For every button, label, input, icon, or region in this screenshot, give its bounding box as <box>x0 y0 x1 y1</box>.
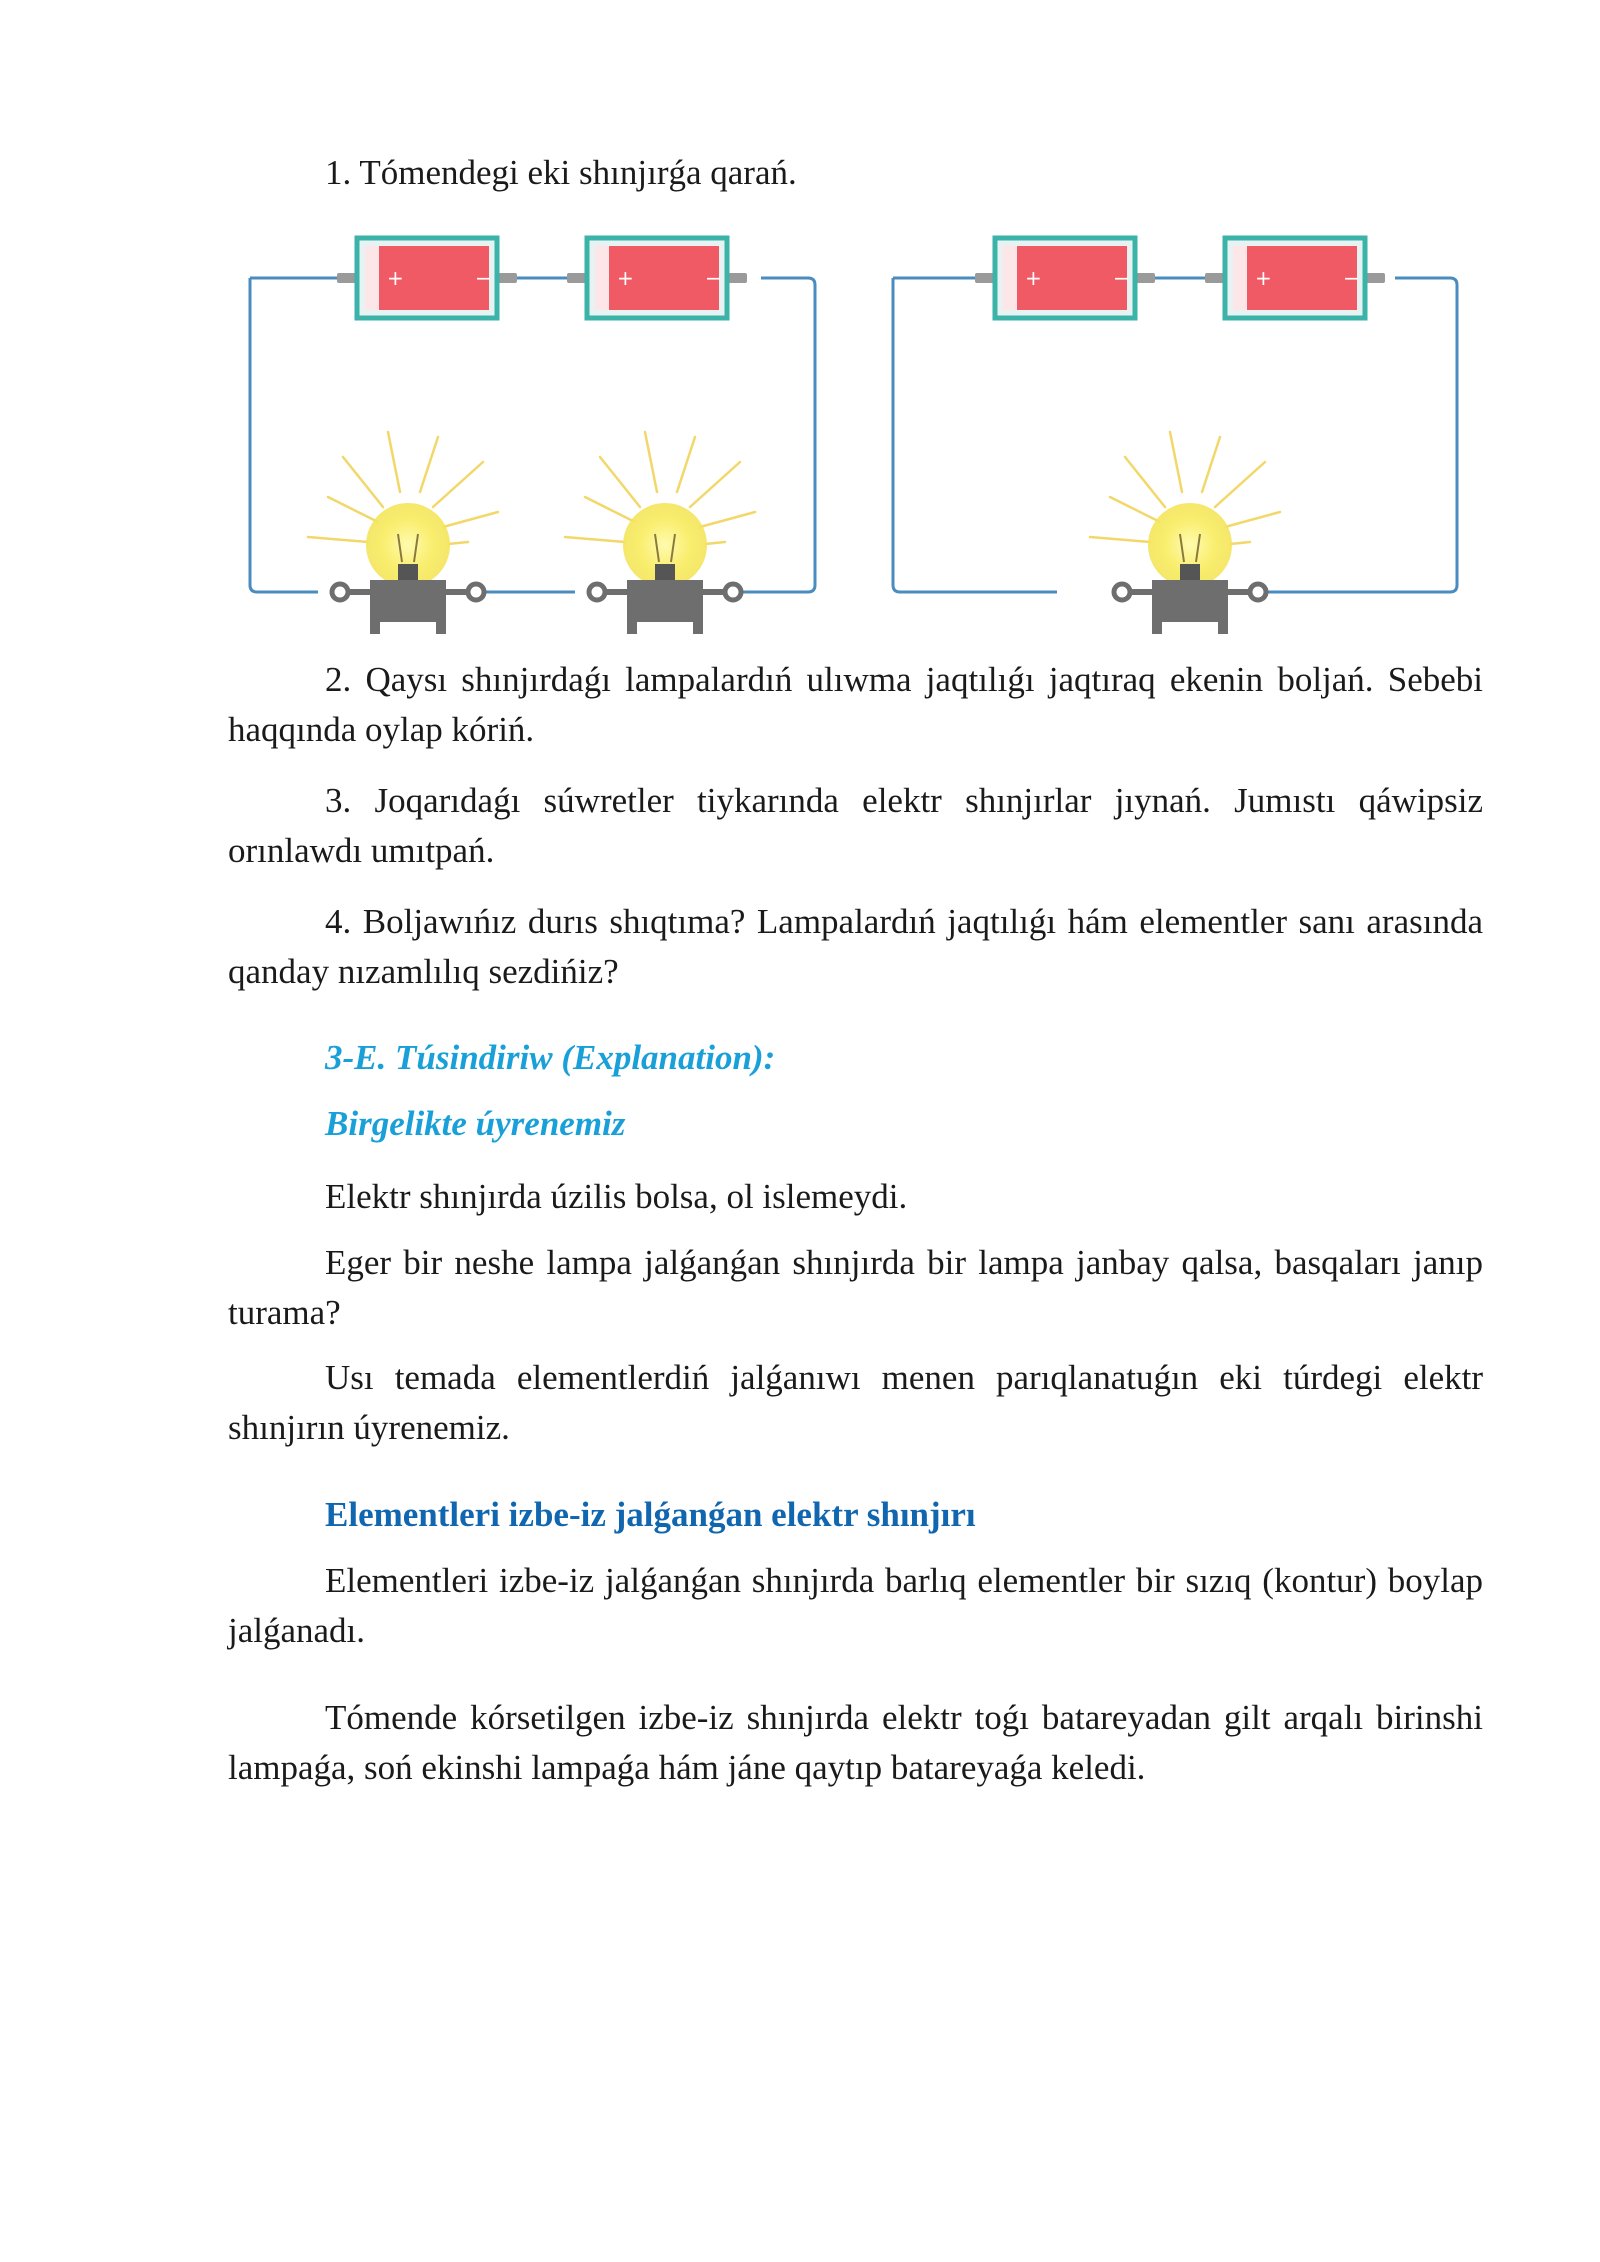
section-subtitle: Birgelikte úyrenemiz <box>325 1104 626 1143</box>
battery-body <box>1233 246 1357 310</box>
paragraph-1: Elektr shınjırda úzilis bolsa, ol islemeydi. <box>325 1177 908 1216</box>
light-ray <box>690 462 740 507</box>
bulb-contact <box>589 584 605 600</box>
bulb-contact <box>1250 584 1266 600</box>
battery <box>567 238 747 318</box>
item-1: 1. Tómendegi eki shınjırǵa qarań. <box>325 153 797 192</box>
battery-minus-sign: − <box>1343 266 1360 290</box>
light-ray <box>328 497 378 522</box>
light-ray <box>1225 512 1280 527</box>
battery-terminal <box>975 273 995 283</box>
battery-terminal <box>1135 273 1155 283</box>
light-ray <box>1090 537 1150 542</box>
battery-plus-sign: + <box>1255 266 1272 290</box>
light-ray <box>448 542 468 544</box>
light-ray <box>443 512 498 527</box>
item-4: 4. Boljawıńız durıs shıqtıma? Lampalardıń jaqtılıǵı hám elementler sanı arasında qanday nızamlılıq sezdińiz? <box>228 902 1483 991</box>
battery-terminal <box>337 273 357 283</box>
light-ray <box>308 537 368 542</box>
battery-shine <box>365 246 379 310</box>
battery-terminal <box>727 273 747 283</box>
light-ray <box>343 457 383 507</box>
battery-plus-sign: + <box>617 266 634 290</box>
light-bulb-icon <box>565 432 755 634</box>
bulb-contact <box>332 584 348 600</box>
battery-minus-sign: − <box>1113 266 1130 290</box>
bulb-holder <box>1152 580 1228 634</box>
light-ray <box>1202 437 1220 492</box>
bulb-neck <box>398 564 418 580</box>
battery-shine <box>1233 246 1247 310</box>
light-ray <box>1215 462 1265 507</box>
bulb-neck <box>1180 564 1200 580</box>
battery-shine <box>595 246 609 310</box>
item-2: 2. Qaysı shınjırdaǵı lampalardıń ulıwma jaqtılıǵı jaqtıraq ekenin boljań. Sebebi haqqında oylap kóriń. <box>228 660 1483 749</box>
circuit-wire <box>250 278 815 592</box>
battery-plus-sign: + <box>387 266 404 290</box>
bulb-holder <box>370 580 446 634</box>
paragraph-4: Elementleri izbe-iz jalǵanǵan shınjırda barlıq elementler bir sızıq (kontur) boylap jalǵanadı. <box>228 1561 1483 1650</box>
battery-terminal <box>1205 273 1225 283</box>
bulb-neck <box>655 564 675 580</box>
item-3: 3. Joqarıdaǵı súwretler tiykarında elektr shınjırlar jıynań. Jumıstı qáwipsiz orınlawdı umıtpań. <box>228 781 1483 870</box>
light-ray <box>677 437 695 492</box>
battery-body <box>365 246 489 310</box>
light-ray <box>600 457 640 507</box>
battery <box>337 238 517 318</box>
bulb-holder <box>627 580 703 634</box>
light-ray <box>565 537 625 542</box>
battery <box>1205 238 1385 318</box>
light-ray <box>700 512 755 527</box>
bulb-contact <box>468 584 484 600</box>
paragraph-2: Eger bir neshe lampa jalǵanǵan shınjırda bir lampa janbay qalsa, basqaları janıp turama? <box>228 1243 1483 1332</box>
light-ray <box>1230 542 1250 544</box>
light-ray <box>705 542 725 544</box>
section-title: 3-E. Túsindiriw (Explanation): <box>325 1038 776 1077</box>
battery-body <box>1003 246 1127 310</box>
battery-minus-sign: − <box>705 266 722 290</box>
battery <box>975 238 1155 318</box>
light-bulb-icon <box>1090 432 1280 634</box>
series-circuit-heading: Elementleri izbe-iz jalǵanǵan elektr shınjırı <box>325 1495 976 1534</box>
light-ray <box>585 497 635 522</box>
paragraph-3: Usı temada elementlerdiń jalǵanıwı menen parıqlanatuǵın eki túrdegi elektr shınjırın úyrenemiz. <box>228 1358 1483 1447</box>
light-ray <box>645 432 657 492</box>
light-ray <box>1170 432 1182 492</box>
battery-shine <box>1003 246 1017 310</box>
battery-terminal <box>567 273 587 283</box>
battery-body <box>595 246 719 310</box>
light-ray <box>433 462 483 507</box>
battery-terminal <box>497 273 517 283</box>
light-ray <box>1110 497 1160 522</box>
bulb-contact <box>1114 584 1130 600</box>
bulb-contact <box>725 584 741 600</box>
circuit-one-bulb <box>893 238 1457 634</box>
light-ray <box>420 437 438 492</box>
battery-plus-sign: + <box>1025 266 1042 290</box>
circuit-two-bulbs <box>250 238 815 634</box>
light-ray <box>388 432 400 492</box>
battery-minus-sign: − <box>475 266 492 290</box>
light-ray <box>1125 457 1165 507</box>
light-bulb-icon <box>308 432 498 634</box>
battery-terminal <box>1365 273 1385 283</box>
paragraph-5: Tómende kórsetilgen izbe-iz shınjırda elektr toǵı batareyadan gilt arqalı birinshi lampaǵa, soń ekinshi lampaǵa hám jáne qaytıp batareyaǵa keledi. <box>228 1698 1483 1787</box>
